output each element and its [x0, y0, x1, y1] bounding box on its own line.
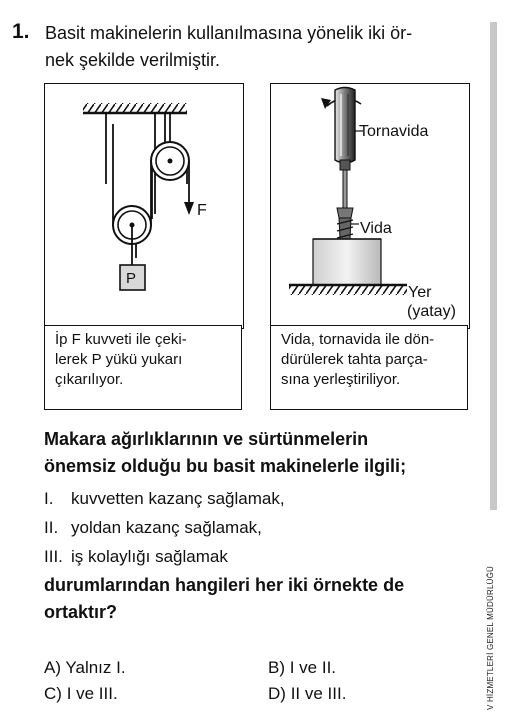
statement-list	[44, 484, 285, 571]
statement-number: I.	[44, 489, 54, 508]
question-text-line-1: Basit makinelerin kullanılmasına yönelik iki ör-	[45, 23, 413, 43]
side-text: V HİZMETLERİ GENEL MÜDÜRLÜĞÜ	[486, 566, 495, 710]
screw-label: Vida	[360, 220, 392, 237]
statement-number: III.	[44, 547, 63, 566]
option-b[interactable]	[268, 658, 336, 678]
option-c[interactable]	[44, 684, 118, 704]
screwdriver-label: Tornavida	[359, 123, 429, 140]
question-ask-line-1: durumlarından hangileri her iki örnekte de	[44, 575, 405, 595]
screw-caption	[270, 325, 468, 410]
option-text: Yalnız I.	[65, 658, 126, 677]
side-bar	[490, 22, 497, 510]
screwdriver	[335, 88, 355, 209]
statement-item	[44, 513, 285, 542]
pulley-caption-line-3: çıkarılıyor.	[55, 371, 124, 388]
screw-caption-line-3: sına yerleştiriliyor.	[281, 371, 401, 388]
option-text: I ve III.	[66, 684, 118, 703]
screw-caption-line-1: Vida, tornavida ile dön-	[281, 331, 435, 348]
force-label: F	[197, 202, 207, 219]
question-prompt-line-2: önemsiz olduğu bu basit makinelerle ilgili;	[44, 456, 407, 476]
screw-diagram	[271, 84, 469, 328]
option-text: II ve III.	[290, 684, 347, 703]
statement-text: iş kolaylığı sağlamak	[71, 547, 228, 566]
pulley-figure-panel	[44, 83, 244, 329]
question-number: 1.	[12, 20, 30, 43]
wood-block	[313, 239, 381, 285]
load-label: P	[126, 270, 137, 287]
movable-pulley	[113, 124, 151, 265]
pulley-caption-line-1: İp F kuvveti ile çeki-	[55, 331, 187, 348]
ground-label: Yer	[408, 284, 432, 301]
pulley-diagram	[45, 84, 243, 328]
statement-item	[44, 542, 285, 571]
pulley-caption	[44, 325, 242, 410]
option-letter: A)	[44, 658, 61, 677]
question-ask-line-2: ortaktır?	[44, 602, 118, 622]
ground	[289, 285, 407, 295]
option-letter: C)	[44, 684, 62, 703]
screw-caption-line-2: dürülerek tahta parça-	[281, 351, 428, 368]
question-ask	[44, 572, 404, 626]
option-a[interactable]	[44, 658, 126, 678]
option-letter: B)	[268, 658, 285, 677]
statement-item	[44, 484, 285, 513]
fixed-pulley	[151, 113, 189, 180]
question-text	[45, 20, 475, 74]
screw-figure-panel	[270, 83, 470, 329]
option-d[interactable]	[268, 684, 346, 704]
question-text-line-2: nek şekilde verilmiştir.	[45, 50, 221, 70]
statement-text: kuvvetten kazanç sağlamak,	[71, 489, 285, 508]
statement-number: II.	[44, 518, 59, 537]
ceiling	[83, 103, 187, 113]
question-prompt-line-1: Makara ağırlıklarının ve sürtünmelerin	[44, 429, 369, 449]
question-prompt	[44, 426, 406, 480]
option-letter: D)	[268, 684, 286, 703]
option-text: I ve II.	[289, 658, 337, 677]
pulley-caption-line-2: lerek P yükü yukarı	[55, 351, 183, 368]
ground-sub-label: (yatay)	[407, 303, 456, 320]
statement-text: yoldan kazanç sağlamak,	[71, 518, 262, 537]
